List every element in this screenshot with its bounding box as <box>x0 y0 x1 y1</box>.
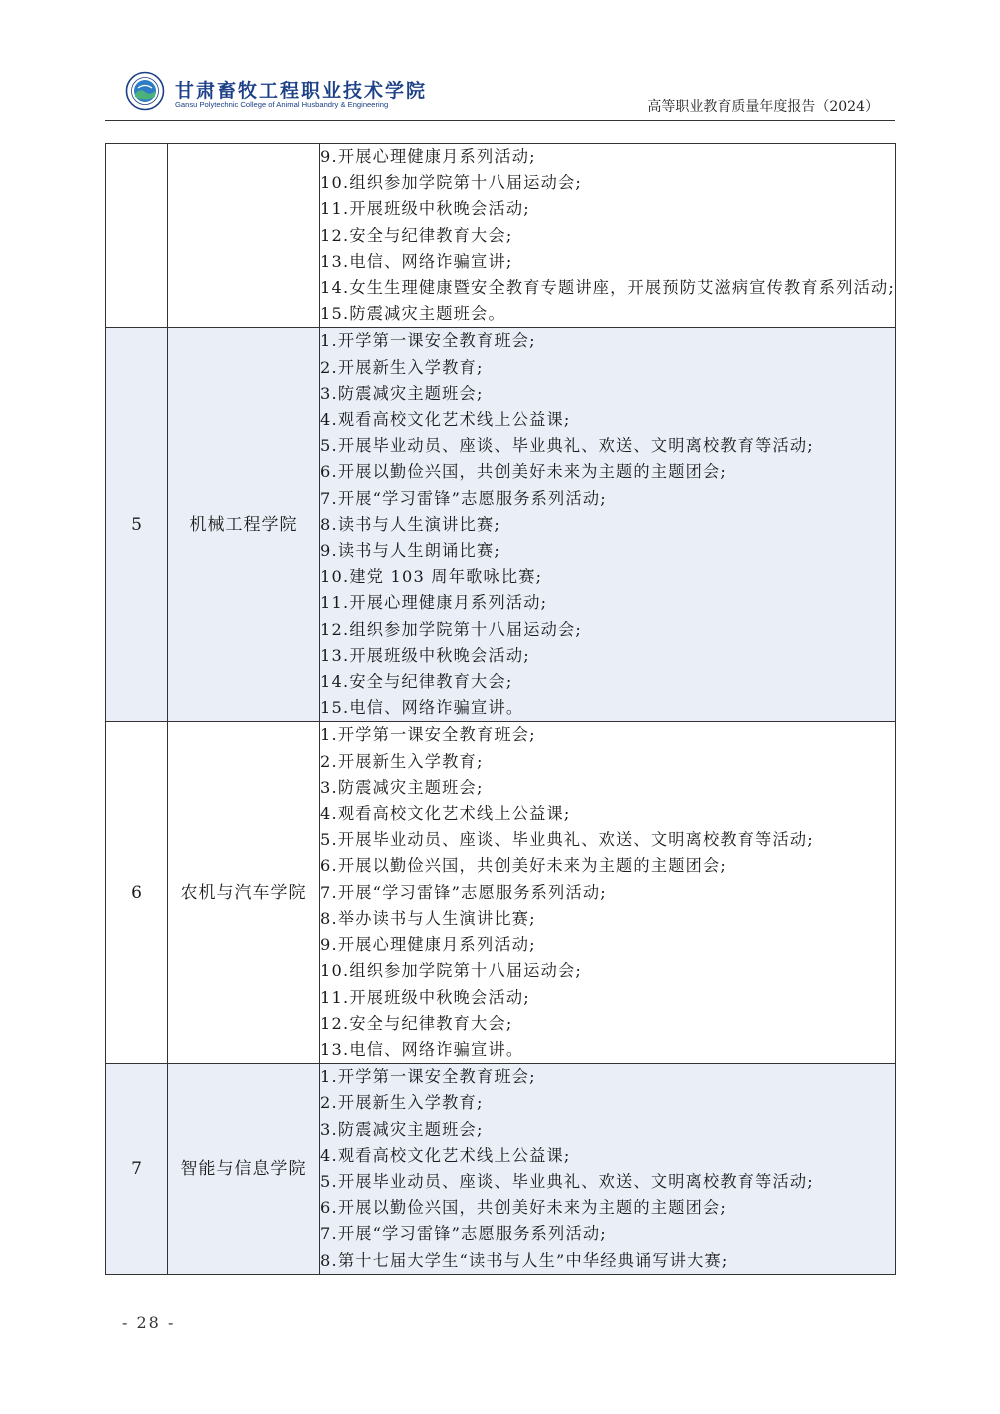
department-name: 农机与汽车学院 <box>168 722 320 1064</box>
activity-item: 15.防震减灾主题班会。 <box>320 304 506 324</box>
activity-item: 9.开展心理健康月系列活动; <box>320 147 536 166</box>
college-seal-icon <box>125 71 165 111</box>
table-row <box>106 722 896 1064</box>
school-name-cn: 甘肃畜牧工程职业技术学院 <box>175 80 428 102</box>
activity-item: 13.开展班级中秋晚会活动; <box>320 645 530 665</box>
activity-item: 10.组织参加学院第十八届运动会; <box>320 173 583 193</box>
activity-item: 6.开展以勤俭兴国，共创美好未来为主题的主题团会; <box>320 1198 728 1218</box>
activity-item: 13.电信、网络诈骗宣讲; <box>320 251 513 271</box>
activity-item: 4.观看高校文化艺术线上公益课; <box>320 1145 571 1165</box>
activity-item: 5.开展毕业动员、座谈、毕业典礼、欢送、文明离校教育等活动; <box>320 1171 814 1191</box>
row-number: 7 <box>106 1064 168 1275</box>
table-row <box>106 1064 896 1275</box>
activity-item: 3.防震减灾主题班会; <box>320 1119 484 1139</box>
row-number: 5 <box>106 328 168 722</box>
activity-item: 11.开展班级中秋晚会活动; <box>320 987 530 1007</box>
activity-item: 9.读书与人生朗诵比赛; <box>320 541 501 561</box>
activity-item: 5.开展毕业动员、座谈、毕业典礼、欢送、文明离校教育等活动; <box>320 436 814 456</box>
activity-item: 12.安全与纪律教育大会; <box>320 225 513 245</box>
activity-item: 12.安全与纪律教育大会; <box>320 1013 513 1033</box>
activity-item: 8.举办读书与人生演讲比赛; <box>320 908 536 928</box>
activity-list <box>320 722 896 1064</box>
activity-item: 2.开展新生入学教育; <box>320 357 484 377</box>
activities-table <box>105 143 896 1275</box>
activity-item: 2.开展新生入学教育; <box>320 1093 484 1113</box>
activity-item: 4.观看高校文化艺术线上公益课; <box>320 804 571 824</box>
activity-item: 13.电信、网络诈骗宣讲。 <box>320 1039 524 1059</box>
activity-item: 8.读书与人生演讲比赛; <box>320 514 501 534</box>
activity-item: 3.防震减灾主题班会; <box>320 777 484 797</box>
activity-list <box>320 328 896 722</box>
activity-item: 9.开展心理健康月系列活动; <box>320 935 536 955</box>
activity-item: 10.建党 103 周年歌咏比赛; <box>320 567 543 587</box>
activity-item: 12.组织参加学院第十八届运动会; <box>320 619 583 639</box>
page-header <box>105 68 895 121</box>
activity-item: 14.安全与纪律教育大会; <box>320 672 513 692</box>
department-name: 机械工程学院 <box>168 328 320 722</box>
page-number: - 28 - <box>122 1313 176 1332</box>
department-name: 智能与信息学院 <box>168 1064 320 1275</box>
activity-item: 11.开展班级中秋晚会活动; <box>320 199 530 219</box>
activity-list <box>320 1064 896 1275</box>
activity-list <box>320 144 896 328</box>
activity-item: 6.开展以勤俭兴国，共创美好未来为主题的主题团会; <box>320 856 728 876</box>
table-row <box>106 144 896 328</box>
activity-item: 15.电信、网络诈骗宣讲。 <box>320 698 524 718</box>
activity-item: 2.开展新生入学教育; <box>320 751 484 771</box>
activity-item: 3.防震减灾主题班会; <box>320 383 484 403</box>
activity-item: 7.开展“学习雷锋”志愿服务系列活动; <box>320 488 607 508</box>
activity-item: 1.开学第一课安全教育班会; <box>320 331 536 351</box>
activity-item: 5.开展毕业动员、座谈、毕业典礼、欢送、文明离校教育等活动; <box>320 830 814 850</box>
report-title: 高等职业教育质量年度报告（2024） <box>647 99 879 115</box>
row-number: 6 <box>106 722 168 1064</box>
activity-item: 11.开展心理健康月系列活动; <box>320 593 548 613</box>
activity-item: 14.女生生理健康暨安全教育专题讲座，开展预防艾滋病宣传教育系列活动; <box>320 278 896 298</box>
activity-item: 7.开展“学习雷锋”志愿服务系列活动; <box>320 882 607 902</box>
school-name-en: Gansu Polytechnic College of Animal Husbandry & Engineering <box>175 100 389 109</box>
activity-item: 6.开展以勤俭兴国，共创美好未来为主题的主题团会; <box>320 462 728 482</box>
row-number <box>106 144 168 328</box>
department-name <box>168 144 320 328</box>
activity-item: 1.开学第一课安全教育班会; <box>320 1067 536 1087</box>
activity-item: 1.开学第一课安全教育班会; <box>320 725 536 745</box>
table-row <box>106 328 896 722</box>
activity-item: 10.组织参加学院第十八届运动会; <box>320 961 583 981</box>
activity-item: 8.第十七届大学生“读书与人生”中华经典诵写讲大赛; <box>320 1250 729 1270</box>
activity-item: 7.开展“学习雷锋”志愿服务系列活动; <box>320 1224 607 1244</box>
activity-item: 4.观看高校文化艺术线上公益课; <box>320 410 571 430</box>
